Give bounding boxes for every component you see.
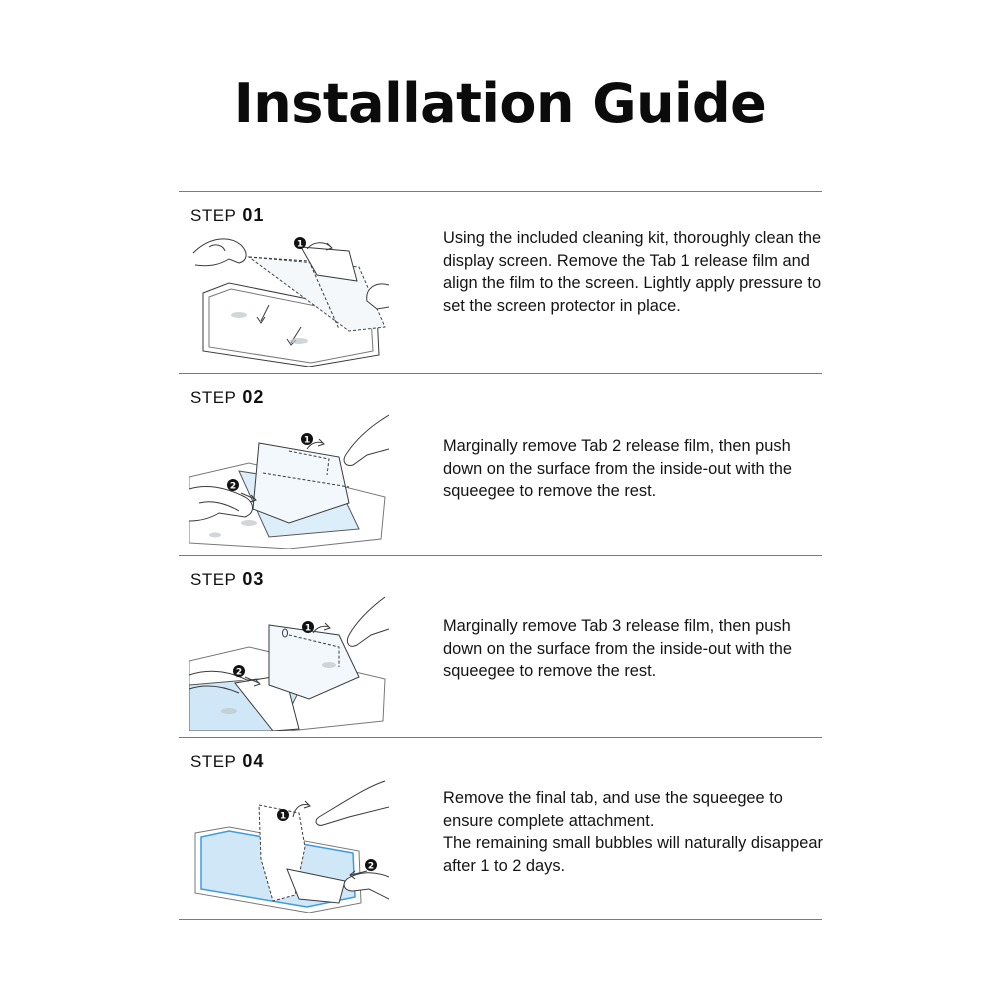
marker-2: 2 xyxy=(229,481,237,492)
step-04-text: Remove the final tab, and use the squeegee to ensure complete attachment. The remaining small bubbles will naturally disappear after 1 to 2 days. xyxy=(443,789,823,875)
step-04-illustration xyxy=(189,777,389,913)
step-03-illustration xyxy=(189,595,389,731)
step-label: STEP 02 xyxy=(190,387,265,407)
page-title: Installation Guide xyxy=(233,72,767,135)
hand-right xyxy=(347,597,389,646)
marker-2: 2 xyxy=(235,667,243,678)
hand-right xyxy=(344,415,389,465)
step-label: STEP 03 xyxy=(190,569,265,589)
step-03-text: Marginally remove Tab 3 release film, then push down on the surface from the inside-out with the squeegee to remove the rest. xyxy=(443,617,792,680)
marker-2: 2 xyxy=(367,861,375,872)
step-01 xyxy=(179,191,822,373)
step-01-text: Using the included cleaning kit, thoroughly clean the display screen. Remove the Tab 1 release film and align the film to the screen. Lightly apply pressure to set the screen protector in place. xyxy=(443,229,822,315)
step-02-illustration xyxy=(189,413,389,549)
step-number: 04 xyxy=(242,751,265,771)
step-01-illustration xyxy=(189,231,389,367)
divider xyxy=(179,919,822,920)
hand-right-top xyxy=(316,781,389,825)
marker-1: 1 xyxy=(303,435,311,446)
marker-1: 1 xyxy=(296,239,304,250)
step-03 xyxy=(179,555,822,737)
step-label: STEP 04 xyxy=(190,751,265,771)
step-02 xyxy=(179,373,822,555)
marker-1: 1 xyxy=(304,623,312,634)
step-04 xyxy=(179,737,822,919)
film-shape xyxy=(269,625,359,699)
step-number: 02 xyxy=(242,387,265,407)
step-label: STEP 01 xyxy=(190,205,265,225)
marker-1: 1 xyxy=(279,811,287,822)
hand-left xyxy=(193,239,246,266)
step-02-text: Marginally remove Tab 2 release film, then push down on the surface from the inside-out with the squeegee to remove the rest. xyxy=(443,437,792,500)
step-number: 03 xyxy=(242,569,265,589)
step-number: 01 xyxy=(242,205,265,225)
